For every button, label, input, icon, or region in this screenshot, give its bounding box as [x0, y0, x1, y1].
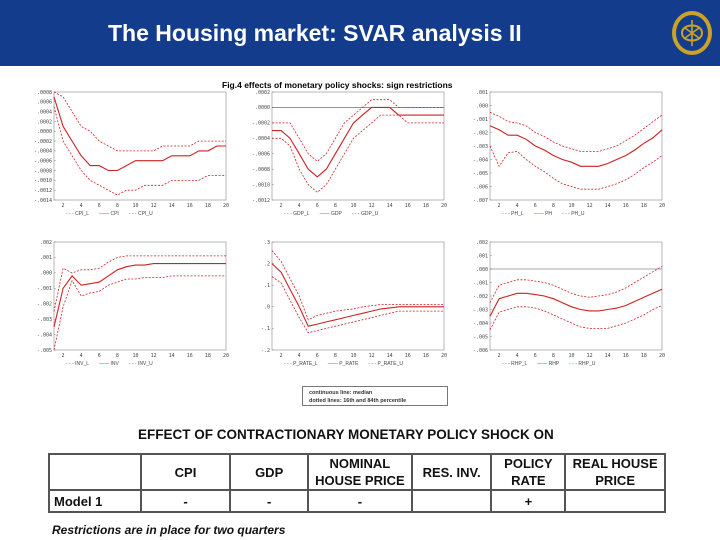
legend-swatch: - - -	[351, 211, 361, 217]
legend-swatch: - - -	[569, 361, 579, 367]
x-tick-label: 6	[97, 203, 101, 209]
x-tick-label: 14	[168, 353, 175, 359]
x-tick-label: 8	[551, 203, 555, 209]
legend-label: P_RATE_L	[293, 361, 318, 367]
legend-swatch: ——	[99, 361, 111, 367]
y-tick-label: -.005	[472, 170, 488, 177]
legend-label: INV_U	[137, 361, 153, 367]
x-tick-label: 18	[422, 203, 429, 209]
y-tick-label: -.005	[472, 334, 488, 341]
y-tick-label: .002	[39, 239, 52, 246]
x-tick-label: 6	[533, 203, 537, 209]
x-tick-label: 20	[222, 203, 230, 209]
header-line: REAL HOUSE	[572, 456, 658, 471]
table-cell: -	[141, 490, 231, 512]
y-tick-label: .001	[475, 253, 488, 260]
legend-label: PH	[545, 211, 553, 217]
legend-swatch: ——	[533, 211, 546, 217]
irf-panel	[466, 236, 666, 370]
irf-panel	[466, 86, 666, 220]
table-header-row	[49, 454, 665, 490]
y-tick-label: -.004	[472, 320, 488, 327]
x-tick-label: 16	[622, 203, 629, 209]
y-tick-label: .0008	[36, 89, 52, 96]
x-tick-label: 6	[533, 353, 537, 359]
y-tick-label: -.002	[472, 130, 488, 137]
x-tick-label: 20	[658, 203, 666, 209]
y-tick-label: .0000	[254, 105, 270, 112]
y-tick-label: -.0010	[251, 182, 270, 189]
x-tick-label: 4	[297, 353, 301, 359]
x-tick-label: 12	[368, 353, 375, 359]
legend-label: RHP_L	[511, 361, 528, 367]
figure-note	[302, 386, 448, 406]
header-line: NOMINAL	[329, 456, 391, 471]
table-header-cell: RES. INV.	[412, 454, 492, 490]
percentile-band-line	[272, 115, 444, 192]
panel-legend	[502, 361, 605, 367]
y-tick-label: .0004	[36, 109, 52, 116]
x-tick-label: 2	[61, 353, 65, 359]
legend-swatch: ——	[327, 361, 340, 367]
y-tick-label: -.007	[472, 197, 488, 204]
table-row	[49, 490, 665, 512]
y-tick-label: -.004	[36, 332, 52, 339]
legend-item	[320, 211, 342, 217]
x-tick-label: 2	[497, 353, 501, 359]
table-header-cell	[308, 454, 412, 490]
y-tick-label: .0	[263, 304, 270, 311]
irf-figure	[30, 78, 690, 408]
y-tick-label: -.003	[36, 316, 52, 323]
irf-plot	[30, 236, 230, 370]
percentile-band-line	[490, 112, 662, 151]
x-tick-label: 16	[622, 353, 629, 359]
legend-item	[129, 211, 153, 217]
legend-item	[562, 211, 585, 217]
median-line	[54, 97, 226, 171]
header-line: RATE	[511, 473, 546, 488]
y-tick-label: .0002	[254, 89, 270, 96]
y-tick-label: -.001	[472, 280, 488, 287]
y-tick-label: .000	[475, 103, 488, 110]
legend-label: INV_L	[75, 361, 90, 367]
median-line	[490, 126, 662, 167]
footnote: Restrictions are in place for two quarters	[52, 523, 286, 537]
legend-item	[368, 361, 403, 367]
median-line	[54, 264, 226, 327]
legend-item	[99, 361, 119, 367]
legend-item	[569, 361, 595, 367]
legend-swatch: - - -	[284, 361, 294, 367]
restrictions-table	[48, 453, 666, 513]
table-cell	[565, 490, 665, 512]
plot-frame	[54, 242, 226, 350]
y-tick-label: -.0008	[33, 168, 52, 175]
legend-label: CPI_L	[75, 211, 90, 217]
legend-swatch: - - -	[284, 211, 294, 217]
x-tick-label: 10	[132, 353, 139, 359]
x-tick-label: 12	[368, 203, 375, 209]
y-tick-label: -.0008	[251, 166, 270, 173]
irf-plot	[248, 236, 448, 370]
y-tick-label: -.005	[36, 347, 52, 354]
irf-plot	[466, 86, 666, 220]
table-cell: +	[491, 490, 565, 512]
panel-legend	[66, 211, 163, 217]
legend-item	[284, 211, 310, 217]
plot-frame	[490, 92, 662, 200]
legend-label: PH_U	[571, 211, 585, 217]
y-tick-label: .000	[475, 266, 488, 273]
x-tick-label: 12	[586, 203, 593, 209]
x-tick-label: 18	[204, 203, 211, 209]
legend-label: CPI_U	[137, 211, 153, 217]
note-median: continuous line: median	[309, 390, 373, 396]
percentile-band-line	[490, 146, 662, 189]
x-tick-label: 20	[222, 353, 230, 359]
y-tick-label: -.0012	[33, 187, 52, 194]
y-tick-label: .0000	[36, 129, 52, 136]
panel-legend	[284, 211, 388, 217]
median-line	[272, 264, 444, 327]
x-tick-label: 12	[150, 203, 157, 209]
legend-swatch: ——	[537, 361, 549, 367]
legend-item	[537, 361, 559, 367]
x-tick-label: 2	[279, 203, 283, 209]
percentile-band-line	[272, 251, 444, 320]
y-tick-label: .3	[263, 239, 270, 246]
legend-label: P_RATE	[339, 361, 359, 367]
x-tick-label: 8	[333, 353, 337, 359]
x-tick-label: 20	[440, 353, 448, 359]
y-tick-label: -.001	[472, 116, 488, 123]
y-tick-label: -.0014	[33, 197, 52, 204]
plot-frame	[272, 242, 444, 350]
plot-frame	[54, 92, 226, 200]
legend-label: GDP_L	[293, 211, 310, 217]
legend-item	[66, 211, 89, 217]
x-tick-label: 2	[279, 353, 283, 359]
plot-frame	[272, 92, 444, 200]
legend-label: P_RATE_U	[377, 361, 403, 367]
x-tick-label: 6	[315, 203, 319, 209]
legend-label: INV	[110, 361, 119, 367]
x-tick-label: 6	[97, 353, 101, 359]
note-percentile: dotted lines: 16th and 84th percentile	[309, 398, 407, 404]
x-tick-label: 10	[568, 203, 575, 209]
x-tick-label: 16	[186, 353, 193, 359]
x-tick-label: 14	[386, 353, 393, 359]
header-line: POLICY	[504, 456, 553, 471]
y-tick-label: -.002	[36, 301, 52, 308]
x-tick-label: 20	[658, 353, 666, 359]
irf-panel	[248, 86, 448, 220]
legend-item	[99, 211, 119, 217]
x-tick-label: 10	[132, 203, 139, 209]
header-line: PRICE	[595, 473, 635, 488]
legend-item	[129, 361, 153, 367]
legend-item	[352, 211, 378, 217]
y-tick-label: .0006	[36, 99, 52, 106]
x-tick-label: 18	[640, 353, 647, 359]
y-tick-label: -.0006	[33, 158, 52, 165]
x-tick-label: 16	[404, 203, 411, 209]
legend-swatch: ——	[319, 211, 331, 217]
row-label: Model 1	[49, 490, 141, 512]
legend-item	[502, 361, 527, 367]
x-tick-label: 12	[150, 353, 157, 359]
x-tick-label: 8	[551, 353, 555, 359]
irf-plot	[248, 86, 448, 220]
legend-item	[502, 211, 524, 217]
effect-title: EFFECT OF CONTRACTIONARY MONETARY POLICY SHOCK ON	[138, 427, 554, 442]
y-tick-label: -.2	[260, 347, 270, 354]
irf-panel	[248, 236, 448, 370]
y-tick-label: -.003	[472, 143, 488, 150]
legend-item	[66, 361, 89, 367]
table-header-cell	[491, 454, 565, 490]
panel-legend	[284, 361, 413, 367]
y-tick-label: -.0002	[33, 138, 52, 145]
x-tick-label: 4	[515, 353, 519, 359]
irf-panel	[30, 236, 230, 370]
percentile-band-line	[54, 92, 226, 151]
x-tick-label: 14	[386, 203, 393, 209]
y-tick-label: .001	[39, 255, 52, 262]
table-cell: -	[308, 490, 412, 512]
irf-plot	[466, 236, 666, 370]
slide-header	[0, 0, 720, 66]
x-tick-label: 18	[640, 203, 647, 209]
legend-swatch: - - -	[502, 211, 512, 217]
figure-title: Fig.4 effects of monetary policy shocks: sign restrictions	[222, 80, 453, 90]
x-tick-label: 14	[604, 353, 611, 359]
legend-swatch: ——	[99, 211, 111, 217]
table-header-cell: GDP	[230, 454, 308, 490]
x-tick-label: 4	[297, 203, 301, 209]
x-tick-label: 4	[79, 203, 83, 209]
slide-title: The Housing market: SVAR analysis II	[108, 20, 522, 46]
x-tick-label: 20	[440, 203, 448, 209]
panel-legend	[66, 361, 163, 367]
table-header-cell: CPI	[141, 454, 231, 490]
percentile-band-line	[490, 306, 662, 330]
legend-label: GDP	[330, 211, 342, 217]
x-tick-label: 16	[186, 203, 193, 209]
irf-plot	[30, 86, 230, 220]
x-tick-label: 18	[204, 353, 211, 359]
legend-label: RHP_U	[578, 361, 596, 367]
y-tick-label: -.0012	[251, 197, 270, 204]
legend-label: RHP	[548, 361, 560, 367]
x-tick-label: 8	[333, 203, 337, 209]
x-tick-label: 14	[604, 203, 611, 209]
y-tick-label: -.002	[472, 293, 488, 300]
x-tick-label: 10	[568, 353, 575, 359]
y-tick-label: -.006	[472, 347, 488, 354]
median-line	[490, 289, 662, 316]
y-tick-label: .002	[475, 239, 488, 246]
y-tick-label: -.003	[472, 307, 488, 314]
legend-label: CPI	[110, 211, 119, 217]
x-tick-label: 4	[79, 353, 83, 359]
table-header-cell	[565, 454, 665, 490]
table-cell	[412, 490, 492, 512]
x-tick-label: 4	[515, 203, 519, 209]
y-tick-label: -.1	[260, 326, 270, 333]
percentile-band-line	[54, 276, 226, 350]
x-tick-label: 12	[586, 353, 593, 359]
irf-panel	[30, 86, 230, 220]
x-tick-label: 10	[350, 353, 357, 359]
y-tick-label: .2	[263, 261, 270, 268]
legend-label: GDP_U	[360, 211, 379, 217]
y-tick-label: -.0004	[33, 148, 52, 155]
y-tick-label: .000	[39, 270, 52, 277]
y-tick-label: -.0010	[33, 178, 52, 185]
legend-swatch: - - -	[128, 211, 138, 217]
y-tick-label: -.006	[472, 184, 488, 191]
table-cell: -	[230, 490, 308, 512]
table-header-cell	[49, 454, 141, 490]
y-tick-label: -.004	[472, 157, 488, 164]
y-tick-label: -.001	[36, 286, 52, 293]
x-tick-label: 2	[497, 203, 501, 209]
bank-emblem-icon	[668, 8, 716, 58]
x-tick-label: 16	[404, 353, 411, 359]
y-tick-label: -.0002	[251, 120, 270, 127]
x-tick-label: 8	[115, 353, 119, 359]
x-tick-label: 6	[315, 353, 319, 359]
legend-swatch: - - -	[368, 361, 378, 367]
legend-item	[328, 361, 358, 367]
legend-swatch: - - -	[66, 361, 76, 367]
panel-legend	[502, 211, 595, 217]
x-tick-label: 10	[350, 203, 357, 209]
x-tick-label: 8	[115, 203, 119, 209]
y-tick-label: -.0004	[251, 136, 270, 143]
x-tick-label: 2	[61, 203, 65, 209]
legend-swatch: - - -	[66, 211, 76, 217]
legend-swatch: - - -	[128, 361, 138, 367]
legend-item	[534, 211, 552, 217]
y-tick-label: .1	[263, 283, 270, 289]
x-tick-label: 18	[422, 353, 429, 359]
y-tick-label: -.0006	[251, 151, 270, 158]
percentile-band-line	[490, 266, 662, 303]
y-tick-label: .0002	[36, 119, 52, 126]
header-line: HOUSE PRICE	[315, 473, 405, 488]
plot-frame	[490, 242, 662, 350]
x-tick-label: 14	[168, 203, 175, 209]
legend-label: PH_L	[511, 211, 524, 217]
y-tick-label: .001	[475, 89, 488, 96]
legend-swatch: - - -	[502, 361, 512, 367]
legend-swatch: - - -	[562, 211, 572, 217]
legend-item	[284, 361, 318, 367]
